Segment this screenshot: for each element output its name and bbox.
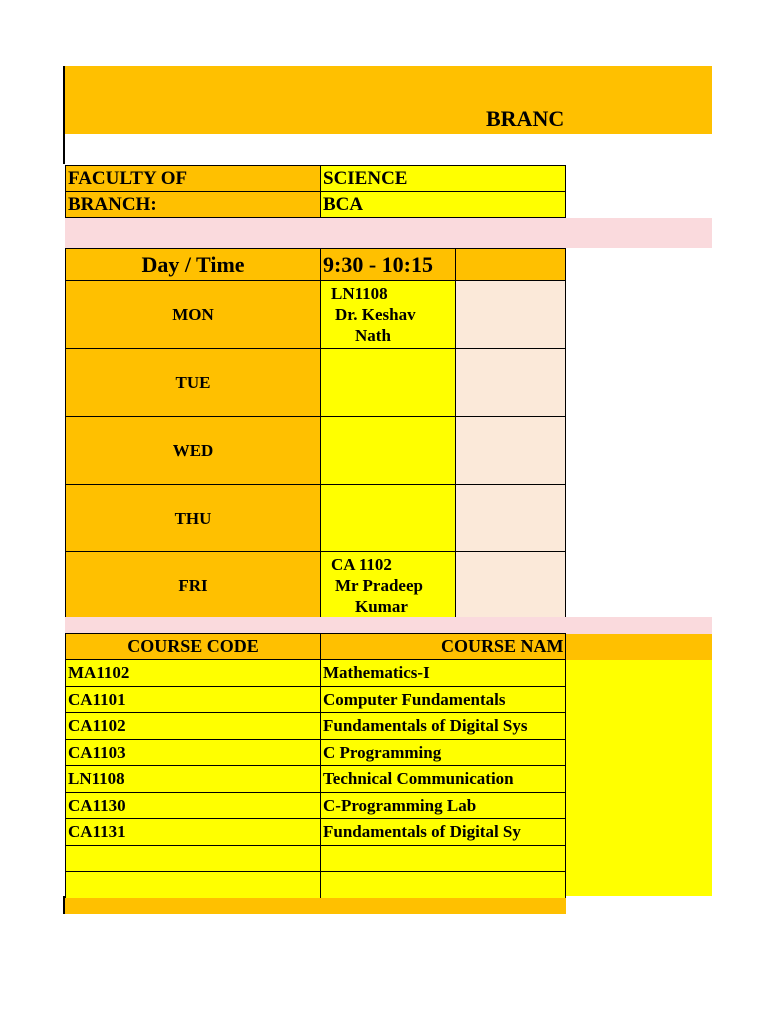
course-code-header: COURSE CODE <box>65 633 321 660</box>
course-code-cell: CA1103 <box>65 739 321 767</box>
slot2-cell-thu[interactable] <box>455 484 566 553</box>
day-cell-wed: WED <box>65 416 321 485</box>
course-code-cell: LN1108 <box>65 765 321 793</box>
slot1-cell-wed[interactable] <box>320 416 456 485</box>
slot2-header <box>455 248 566 281</box>
faculty-value: SCIENCE <box>320 165 566 192</box>
page-title: BRANC <box>486 106 565 131</box>
course-name-cell <box>320 845 566 873</box>
course-name-cell: Technical Communication <box>320 765 566 793</box>
course-code-cell: CA1102 <box>65 712 321 740</box>
slot2-cell-mon[interactable] <box>455 280 566 349</box>
faculty-label: FACULTY OF <box>65 165 321 192</box>
course-code-cell <box>65 871 321 899</box>
slot1-cell-thu[interactable] <box>320 484 456 553</box>
course-name-cell: Fundamentals of Digital Sy <box>320 818 566 846</box>
course-header-extension <box>566 634 712 660</box>
slot1-line: LN1108 <box>331 284 388 303</box>
course-name-header: COURSE NAM <box>320 633 566 660</box>
course-code-cell: CA1130 <box>65 792 321 820</box>
branch-label: BRANCH: <box>65 191 321 218</box>
pink-band <box>65 218 712 248</box>
branch-value: BCA <box>320 191 566 218</box>
day-cell-mon: MON <box>65 280 321 349</box>
slot1-line: Kumar <box>355 597 408 616</box>
slot1-cell-mon[interactable] <box>320 280 456 349</box>
course-name-cell: C Programming <box>320 739 566 767</box>
slot1-line: CA 1102 <box>331 555 392 574</box>
course-code-cell: CA1131 <box>65 818 321 846</box>
slot1-cell-fri[interactable] <box>320 551 456 620</box>
course-name-cell <box>320 871 566 899</box>
bottom-left-rule <box>63 896 65 914</box>
day-cell-fri: FRI <box>65 551 321 620</box>
slot1-line: Nath <box>355 326 391 345</box>
course-code-cell: CA1101 <box>65 686 321 714</box>
slot1-line: Dr. Keshav <box>335 305 416 324</box>
day-cell-thu: THU <box>65 484 321 553</box>
course-code-cell: MA1102 <box>65 659 321 687</box>
pink-band-2 <box>65 617 712 634</box>
day-cell-tue: TUE <box>65 348 321 417</box>
course-name-cell: C-Programming Lab <box>320 792 566 820</box>
title-band <box>65 66 712 134</box>
slot2-cell-tue[interactable] <box>455 348 566 417</box>
course-name-cell: Mathematics-I <box>320 659 566 687</box>
slot1-header: 9:30 - 10:15 <box>320 248 456 281</box>
course-yellow-extension <box>566 660 712 896</box>
day-time-header: Day / Time <box>65 248 321 281</box>
bottom-bar <box>65 898 566 914</box>
slot1-line: Mr Pradeep <box>335 576 423 595</box>
slot1-cell-tue[interactable] <box>320 348 456 417</box>
slot2-cell-wed[interactable] <box>455 416 566 485</box>
course-code-cell <box>65 845 321 873</box>
course-name-cell: Fundamentals of Digital Sys <box>320 712 566 740</box>
course-name-cell: Computer Fundamentals <box>320 686 566 714</box>
slot2-cell-fri[interactable] <box>455 551 566 620</box>
